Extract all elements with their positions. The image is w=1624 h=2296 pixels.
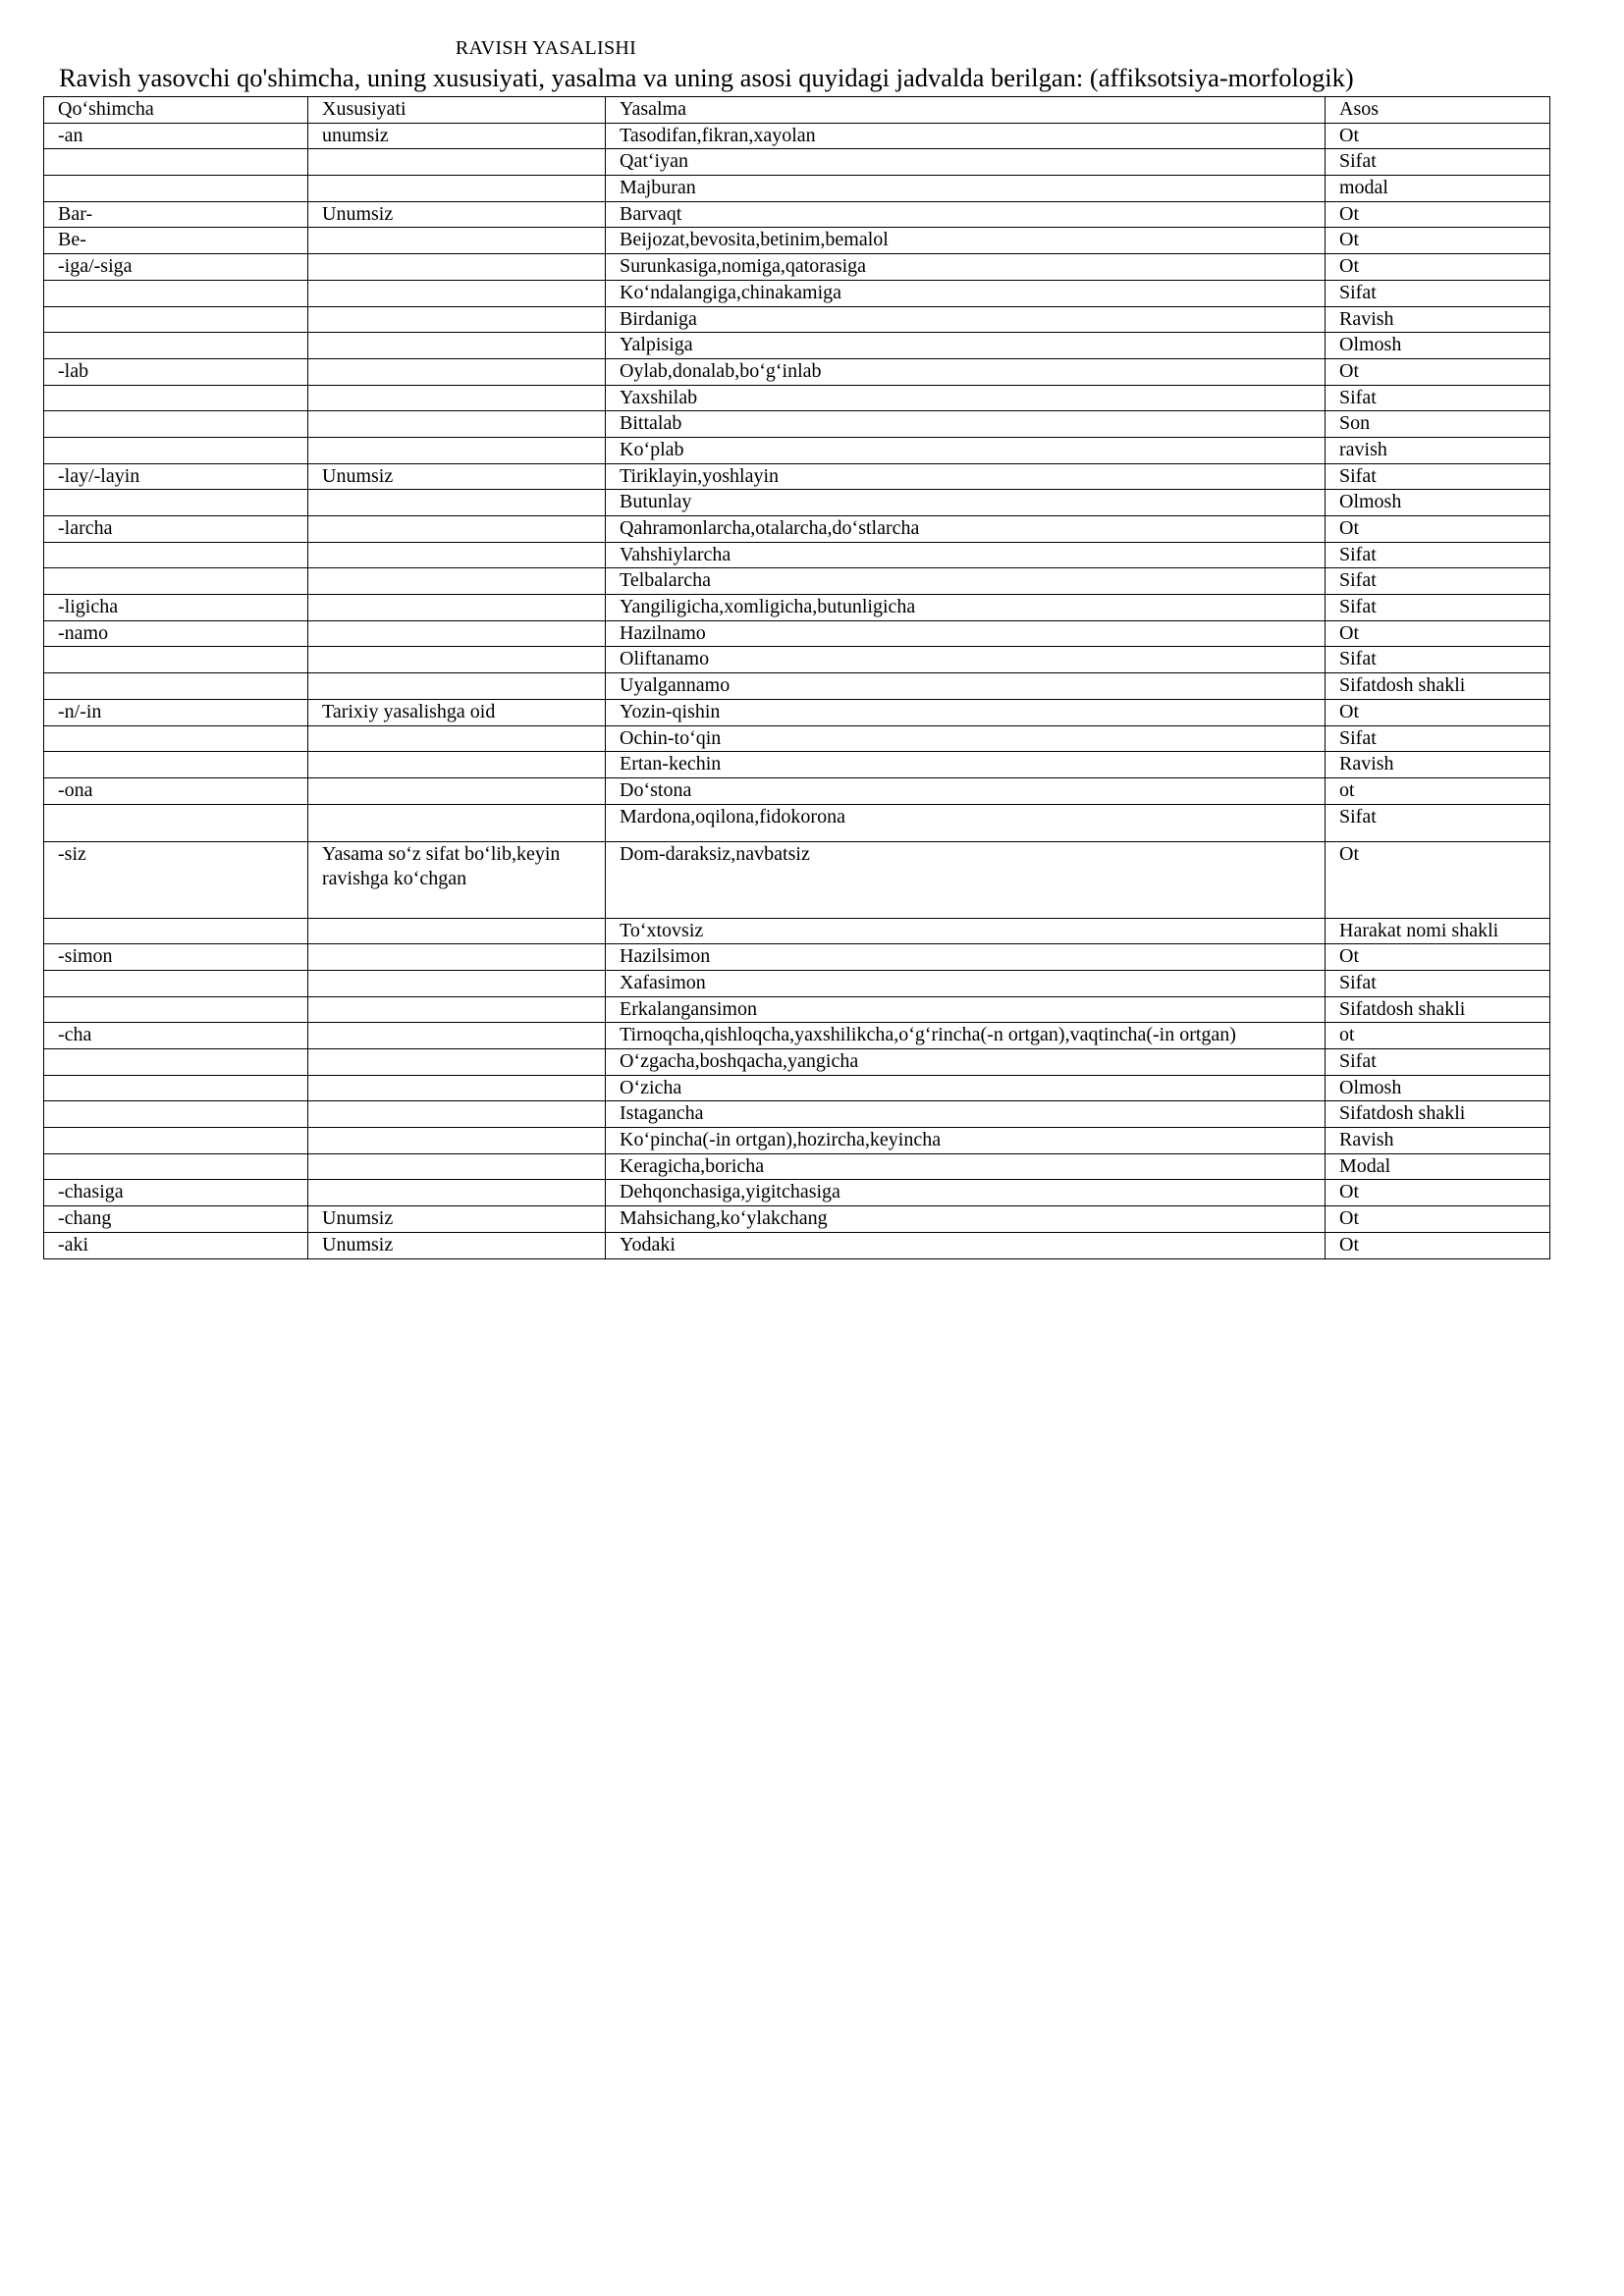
- cell-derivative: Yaxshilab: [606, 385, 1326, 411]
- cell-derivative: Ochin-to‘qin: [606, 725, 1326, 752]
- cell-affix: -ligicha: [44, 595, 308, 621]
- cell-feature: [308, 996, 606, 1023]
- cell-affix: -simon: [44, 944, 308, 971]
- cell-feature: Unumsiz: [308, 1232, 606, 1258]
- cell-derivative: Oylab,donalab,bo‘g‘inlab: [606, 358, 1326, 385]
- table-row: [44, 149, 1550, 176]
- cell-affix: [44, 333, 308, 359]
- cell-feature: [308, 1101, 606, 1128]
- cell-affix: [44, 1101, 308, 1128]
- cell-derivative: Keragicha,boricha: [606, 1153, 1326, 1180]
- cell-feature: [308, 1153, 606, 1180]
- cell-base: Sifatdosh shakli: [1326, 996, 1550, 1023]
- cell-feature: [308, 254, 606, 281]
- table-row: [44, 1101, 1550, 1128]
- cell-base: Modal: [1326, 1153, 1550, 1180]
- cell-derivative: Mahsichang,ko‘ylakchang: [606, 1206, 1326, 1233]
- cell-feature: [308, 944, 606, 971]
- affix-table: [43, 96, 1550, 1259]
- cell-affix: -an: [44, 123, 308, 149]
- cell-affix: [44, 752, 308, 778]
- table-row: [44, 333, 1550, 359]
- cell-base: Ot: [1326, 228, 1550, 254]
- cell-base: Sifat: [1326, 542, 1550, 568]
- table-header-row: [44, 97, 1550, 124]
- cell-affix: [44, 1153, 308, 1180]
- cell-derivative: Hazilnamo: [606, 620, 1326, 647]
- cell-feature: [308, 280, 606, 306]
- cell-affix: [44, 437, 308, 463]
- document-intro: Ravish yasovchi qo'shimcha, uning xususiyati, yasalma va uning asosi quyidagi jadvalda berilgan: (affiksotsiya-morfologik): [59, 63, 1354, 92]
- table-row: [44, 944, 1550, 971]
- table-row: [44, 918, 1550, 944]
- cell-derivative: Yangiligicha,xomligicha,butunligicha: [606, 595, 1326, 621]
- cell-affix: [44, 490, 308, 516]
- cell-base: Ravish: [1326, 752, 1550, 778]
- table-row: [44, 673, 1550, 700]
- cell-base: Son: [1326, 411, 1550, 438]
- cell-affix: [44, 673, 308, 700]
- table-row: [44, 1023, 1550, 1049]
- cell-feature: Unumsiz: [308, 1206, 606, 1233]
- cell-feature: [308, 725, 606, 752]
- table-row: [44, 228, 1550, 254]
- table-row: [44, 620, 1550, 647]
- cell-base: Ot: [1326, 254, 1550, 281]
- table-row: [44, 1206, 1550, 1233]
- cell-feature: [308, 542, 606, 568]
- table-row: [44, 516, 1550, 543]
- cell-affix: [44, 1075, 308, 1101]
- cell-feature: [308, 1075, 606, 1101]
- cell-derivative: O‘zgacha,boshqacha,yangicha: [606, 1049, 1326, 1076]
- cell-base: Sifat: [1326, 385, 1550, 411]
- cell-base: Sifat: [1326, 568, 1550, 595]
- cell-derivative: Dehqonchasiga,yigitchasiga: [606, 1180, 1326, 1206]
- cell-base: Olmosh: [1326, 1075, 1550, 1101]
- cell-affix: -larcha: [44, 516, 308, 543]
- table-row: [44, 123, 1550, 149]
- cell-affix: [44, 996, 308, 1023]
- table-row: [44, 201, 1550, 228]
- table-row: [44, 699, 1550, 725]
- cell-derivative: Istagancha: [606, 1101, 1326, 1128]
- header-cell-derivative: Yasalma: [606, 97, 1326, 124]
- table-row: [44, 385, 1550, 411]
- cell-base: Harakat nomi shakli: [1326, 918, 1550, 944]
- cell-affix: [44, 1128, 308, 1154]
- cell-derivative: Dom-daraksiz,navbatsiz: [606, 841, 1326, 918]
- cell-base: Sifatdosh shakli: [1326, 673, 1550, 700]
- cell-feature: [308, 437, 606, 463]
- cell-base: Sifat: [1326, 804, 1550, 841]
- document-title: RAVISH YASALISHI: [455, 37, 637, 59]
- cell-derivative: Oliftanamo: [606, 647, 1326, 673]
- table-row: [44, 568, 1550, 595]
- cell-feature: Unumsiz: [308, 463, 606, 490]
- table-row: [44, 411, 1550, 438]
- cell-affix: [44, 804, 308, 841]
- cell-base: Ot: [1326, 699, 1550, 725]
- table-row: [44, 804, 1550, 841]
- cell-affix: -aki: [44, 1232, 308, 1258]
- cell-feature: [308, 358, 606, 385]
- cell-base: ravish: [1326, 437, 1550, 463]
- cell-affix: -ona: [44, 777, 308, 804]
- cell-affix: -siz: [44, 841, 308, 918]
- table-row: [44, 306, 1550, 333]
- cell-feature: [308, 777, 606, 804]
- cell-base: Sifat: [1326, 280, 1550, 306]
- cell-affix: [44, 306, 308, 333]
- cell-base: Ot: [1326, 123, 1550, 149]
- cell-affix: -cha: [44, 1023, 308, 1049]
- cell-affix: Be-: [44, 228, 308, 254]
- cell-base: Ot: [1326, 1206, 1550, 1233]
- cell-affix: [44, 176, 308, 202]
- cell-feature: [308, 620, 606, 647]
- cell-derivative: Tiriklayin,yoshlayin: [606, 463, 1326, 490]
- cell-feature: Unumsiz: [308, 201, 606, 228]
- cell-base: Ot: [1326, 944, 1550, 971]
- table-row: [44, 752, 1550, 778]
- cell-feature: [308, 595, 606, 621]
- cell-derivative: Yalpisiga: [606, 333, 1326, 359]
- cell-affix: [44, 385, 308, 411]
- cell-base: Sifat: [1326, 595, 1550, 621]
- cell-derivative: Qahramonlarcha,otalarcha,do‘stlarcha: [606, 516, 1326, 543]
- cell-base: Sifat: [1326, 647, 1550, 673]
- cell-derivative: O‘zicha: [606, 1075, 1326, 1101]
- cell-derivative: Ertan-kechin: [606, 752, 1326, 778]
- table-row: [44, 1049, 1550, 1076]
- cell-derivative: Hazilsimon: [606, 944, 1326, 971]
- table-row: [44, 970, 1550, 996]
- cell-feature: [308, 752, 606, 778]
- table-row: [44, 595, 1550, 621]
- cell-affix: [44, 647, 308, 673]
- cell-affix: [44, 542, 308, 568]
- cell-affix: [44, 280, 308, 306]
- cell-derivative: Xafasimon: [606, 970, 1326, 996]
- table-row: [44, 437, 1550, 463]
- cell-feature: [308, 673, 606, 700]
- cell-base: Olmosh: [1326, 490, 1550, 516]
- cell-affix: -iga/-siga: [44, 254, 308, 281]
- cell-derivative: Butunlay: [606, 490, 1326, 516]
- cell-affix: [44, 568, 308, 595]
- cell-derivative: Tasodifan,fikran,xayolan: [606, 123, 1326, 149]
- cell-base: Ot: [1326, 1232, 1550, 1258]
- cell-base: Ot: [1326, 516, 1550, 543]
- cell-base: Ot: [1326, 841, 1550, 918]
- cell-affix: Bar-: [44, 201, 308, 228]
- table-row: [44, 280, 1550, 306]
- cell-derivative: Birdaniga: [606, 306, 1326, 333]
- table-row: [44, 176, 1550, 202]
- cell-base: Sifat: [1326, 463, 1550, 490]
- table-body: [44, 123, 1550, 1258]
- cell-feature: [308, 176, 606, 202]
- cell-base: Ot: [1326, 1180, 1550, 1206]
- cell-base: Ot: [1326, 620, 1550, 647]
- cell-feature: [308, 149, 606, 176]
- cell-feature: [308, 568, 606, 595]
- cell-affix: [44, 1049, 308, 1076]
- cell-derivative: Mardona,oqilona,fidokorona: [606, 804, 1326, 841]
- cell-base: ot: [1326, 1023, 1550, 1049]
- cell-derivative: Qat‘iyan: [606, 149, 1326, 176]
- cell-base: Ravish: [1326, 306, 1550, 333]
- table-row: [44, 463, 1550, 490]
- table-row: [44, 254, 1550, 281]
- table-row: [44, 490, 1550, 516]
- cell-affix: -n/-in: [44, 699, 308, 725]
- cell-feature: [308, 1180, 606, 1206]
- cell-derivative: Yodaki: [606, 1232, 1326, 1258]
- table-row: [44, 647, 1550, 673]
- table-row: [44, 1232, 1550, 1258]
- table-row: [44, 725, 1550, 752]
- cell-feature: [308, 411, 606, 438]
- cell-feature: [308, 1023, 606, 1049]
- cell-derivative: Do‘stona: [606, 777, 1326, 804]
- cell-base: modal: [1326, 176, 1550, 202]
- cell-derivative: Ko‘pincha(-in ortgan),hozircha,keyincha: [606, 1128, 1326, 1154]
- table-row: [44, 1180, 1550, 1206]
- cell-derivative: Ko‘ndalangiga,chinakamiga: [606, 280, 1326, 306]
- cell-feature: [308, 1049, 606, 1076]
- cell-base: Ravish: [1326, 1128, 1550, 1154]
- cell-derivative: Barvaqt: [606, 201, 1326, 228]
- cell-derivative: Beijozat,bevosita,betinim,bemalol: [606, 228, 1326, 254]
- cell-affix: [44, 970, 308, 996]
- table-row: [44, 1075, 1550, 1101]
- cell-affix: [44, 918, 308, 944]
- cell-feature: [308, 333, 606, 359]
- cell-affix: -chasiga: [44, 1180, 308, 1206]
- cell-feature: [308, 918, 606, 944]
- cell-base: Sifat: [1326, 970, 1550, 996]
- cell-base: Sifat: [1326, 1049, 1550, 1076]
- cell-feature: Tarixiy yasalishga oid: [308, 699, 606, 725]
- cell-affix: -lay/-layin: [44, 463, 308, 490]
- table-row: [44, 777, 1550, 804]
- cell-derivative: Telbalarcha: [606, 568, 1326, 595]
- cell-base: ot: [1326, 777, 1550, 804]
- cell-affix: [44, 725, 308, 752]
- cell-derivative: Uyalgannamo: [606, 673, 1326, 700]
- cell-feature: [308, 385, 606, 411]
- cell-feature: [308, 228, 606, 254]
- header-cell-feature: Xususiyati: [308, 97, 606, 124]
- cell-derivative: Surunkasiga,nomiga,qatorasiga: [606, 254, 1326, 281]
- cell-derivative: To‘xtovsiz: [606, 918, 1326, 944]
- table-row: [44, 841, 1550, 918]
- cell-base: Olmosh: [1326, 333, 1550, 359]
- cell-derivative: Vahshiylarcha: [606, 542, 1326, 568]
- table-row: [44, 1153, 1550, 1180]
- cell-affix: -lab: [44, 358, 308, 385]
- cell-derivative: Yozin-qishin: [606, 699, 1326, 725]
- table-row: [44, 1128, 1550, 1154]
- cell-derivative: Bittalab: [606, 411, 1326, 438]
- cell-base: Sifat: [1326, 149, 1550, 176]
- cell-feature: [308, 804, 606, 841]
- cell-derivative: Majburan: [606, 176, 1326, 202]
- cell-base: Ot: [1326, 201, 1550, 228]
- table-row: [44, 996, 1550, 1023]
- table-row: [44, 358, 1550, 385]
- cell-feature: [308, 306, 606, 333]
- cell-feature: [308, 970, 606, 996]
- cell-derivative: Ko‘plab: [606, 437, 1326, 463]
- cell-affix: [44, 411, 308, 438]
- cell-base: Sifat: [1326, 725, 1550, 752]
- header-cell-base: Asos: [1326, 97, 1550, 124]
- table-row: [44, 542, 1550, 568]
- cell-affix: -namo: [44, 620, 308, 647]
- cell-feature: [308, 1128, 606, 1154]
- cell-derivative: Erkalangansimon: [606, 996, 1326, 1023]
- cell-affix: -chang: [44, 1206, 308, 1233]
- cell-feature: [308, 647, 606, 673]
- cell-feature: unumsiz: [308, 123, 606, 149]
- cell-feature: Yasama so‘z sifat bo‘lib,keyin ravishga ko‘chgan: [308, 841, 606, 918]
- header-cell-affix: Qo‘shimcha: [44, 97, 308, 124]
- cell-base: Sifatdosh shakli: [1326, 1101, 1550, 1128]
- cell-feature: [308, 516, 606, 543]
- cell-base: Ot: [1326, 358, 1550, 385]
- cell-feature: [308, 490, 606, 516]
- cell-derivative: Tirnoqcha,qishloqcha,yaxshilikcha,o‘g‘rincha(-n ortgan),vaqtincha(-in ortgan): [606, 1023, 1326, 1049]
- cell-affix: [44, 149, 308, 176]
